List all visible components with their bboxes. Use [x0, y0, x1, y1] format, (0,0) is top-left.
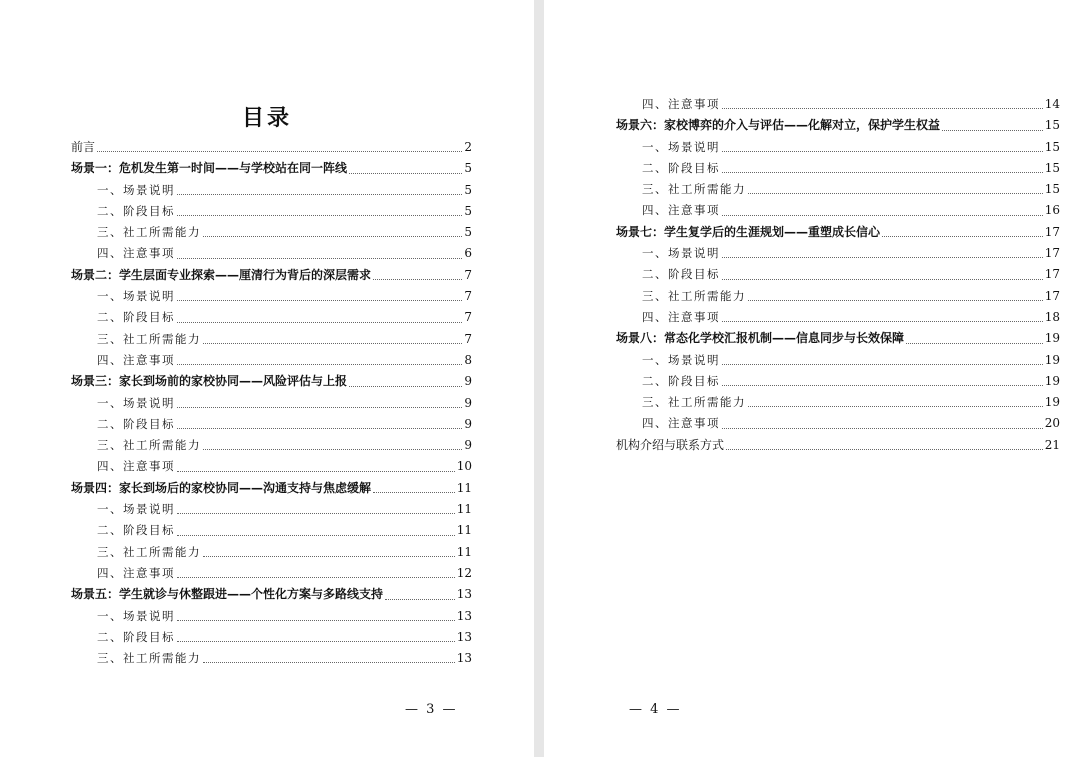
- toc-dot-leader: [722, 428, 1043, 429]
- toc-entry-text: 二、阶段目标: [642, 160, 720, 175]
- toc-list-left: [71, 137, 472, 669]
- toc-page-number: 9: [464, 438, 472, 453]
- toc-entry-text: 前言: [71, 140, 96, 154]
- toc-chapter-entry[interactable]: [71, 371, 472, 392]
- toc-dot-leader: [722, 257, 1043, 258]
- toc-dot-leader: [203, 662, 455, 663]
- toc-chapter-entry[interactable]: [71, 158, 472, 179]
- toc-section-entry[interactable]: [616, 200, 1060, 221]
- toc-page-number: 13: [456, 651, 472, 666]
- toc-page-number: 9: [464, 395, 472, 410]
- toc-page-number: 15: [1044, 160, 1060, 175]
- toc-section-entry[interactable]: [71, 350, 472, 371]
- toc-entry-text: 二、阶段目标: [97, 203, 175, 218]
- toc-section-entry[interactable]: [71, 520, 472, 541]
- toc-entry-text: 四、注意事项: [97, 246, 175, 261]
- toc-chapter-entry[interactable]: [71, 478, 472, 499]
- toc-page-number: 7: [464, 331, 472, 346]
- toc-section-entry[interactable]: [71, 329, 472, 350]
- toc-chapter-entry[interactable]: [616, 115, 1060, 136]
- toc-entry-text: 一、场景说明: [642, 139, 720, 154]
- toc-entry-text: 场景二：学生层面专业探索——厘清行为背后的深层需求: [71, 267, 372, 282]
- document-page-left: [0, 0, 534, 757]
- toc-section-entry[interactable]: [616, 286, 1060, 307]
- toc-dot-leader: [177, 322, 462, 323]
- toc-page-number: 7: [464, 310, 472, 325]
- toc-dot-leader: [177, 258, 462, 259]
- toc-page-number: 11: [456, 502, 472, 517]
- toc-section-entry[interactable]: [71, 414, 472, 435]
- toc-entry-text: 四、注意事项: [97, 459, 175, 474]
- toc-entry-text: 场景七：学生复学后的生涯规划——重塑成长信心: [616, 224, 881, 239]
- toc-chapter-entry[interactable]: [71, 584, 472, 605]
- toc-dot-leader: [385, 599, 455, 600]
- toc-entry-text: 二、阶段目标: [97, 310, 175, 325]
- toc-entry-text: 二、阶段目标: [642, 373, 720, 388]
- toc-entry-text: 一、场景说明: [97, 289, 175, 304]
- toc-entry[interactable]: [71, 137, 472, 158]
- toc-list-right: [616, 94, 1060, 456]
- toc-page-number: 16: [1044, 203, 1060, 218]
- toc-section-entry[interactable]: [616, 179, 1060, 200]
- toc-section-entry[interactable]: [71, 648, 472, 669]
- toc-entry-text: 场景五：学生就诊与休整跟进——个性化方案与多路线支持: [71, 587, 384, 602]
- toc-entry-text: 三、社工所需能力: [97, 331, 201, 346]
- toc-page-number: 15: [1044, 182, 1060, 197]
- toc-section-entry[interactable]: [616, 307, 1060, 328]
- toc-page-number: 19: [1044, 331, 1060, 346]
- toc-page-number: 5: [464, 203, 472, 218]
- page-number-footer: — 4 —: [629, 702, 682, 717]
- toc-section-entry[interactable]: [616, 243, 1060, 264]
- toc-page-number: 7: [464, 289, 472, 304]
- toc-section-entry[interactable]: [71, 286, 472, 307]
- toc-entry-text: 场景八：常态化学校汇报机制——信息同步与长效保障: [616, 331, 905, 346]
- toc-page-number: 21: [1044, 437, 1060, 452]
- toc-entry-text: 三、社工所需能力: [97, 225, 201, 240]
- toc-section-entry[interactable]: [71, 201, 472, 222]
- toc-entry-text: 二、阶段目标: [97, 523, 175, 538]
- toc-entry-text: 四、注意事项: [642, 97, 720, 111]
- toc-dot-leader: [177, 300, 462, 301]
- toc-entry-text: 三、社工所需能力: [97, 544, 201, 559]
- toc-entry-text: 四、注意事项: [97, 565, 175, 580]
- toc-page-number: 11: [456, 480, 472, 495]
- toc-chapter-entry[interactable]: [71, 265, 472, 286]
- toc-dot-leader: [748, 406, 1043, 407]
- toc-entry-text: 二、阶段目标: [97, 629, 175, 644]
- toc-dot-leader: [722, 151, 1043, 152]
- toc-dot-leader: [373, 279, 462, 280]
- toc-page-number: 17: [1044, 288, 1060, 303]
- toc-page-number: 5: [464, 182, 472, 197]
- toc-entry-text: 二、阶段目标: [97, 416, 175, 431]
- toc-section-entry[interactable]: [71, 627, 472, 648]
- document-page-right: [544, 0, 1080, 757]
- toc-entry-text: 四、注意事项: [642, 416, 720, 431]
- toc-dot-leader: [203, 236, 462, 237]
- toc-section-entry[interactable]: [616, 392, 1060, 413]
- toc-section-entry[interactable]: [71, 180, 472, 201]
- toc-section-entry[interactable]: [616, 413, 1060, 434]
- toc-dot-leader: [177, 407, 462, 408]
- toc-entry-text: 三、社工所需能力: [642, 182, 746, 197]
- toc-section-entry[interactable]: [616, 94, 1060, 115]
- toc-dot-leader: [882, 236, 1043, 237]
- toc-dot-leader: [177, 428, 462, 429]
- toc-section-entry[interactable]: [616, 264, 1060, 285]
- toc-section-entry[interactable]: [616, 350, 1060, 371]
- toc-page-number: 11: [456, 544, 472, 559]
- toc-dot-leader: [177, 364, 462, 365]
- toc-dot-leader: [748, 193, 1043, 194]
- toc-dot-leader: [373, 492, 455, 493]
- toc-section-entry[interactable]: [71, 222, 472, 243]
- toc-dot-leader: [722, 364, 1043, 365]
- toc-entry-text: 场景三：家长到场前的家校协同——风险评估与上报: [71, 374, 348, 389]
- toc-entry-text: 场景六：家校博弈的介入与评估——化解对立，保护学生权益: [616, 118, 941, 133]
- toc-dot-leader: [722, 385, 1043, 386]
- toc-page-number: 14: [1044, 97, 1060, 111]
- toc-dot-leader: [177, 215, 462, 216]
- toc-entry-text: 一、场景说明: [97, 502, 175, 517]
- toc-page-number: 19: [1044, 395, 1060, 410]
- toc-dot-leader: [906, 343, 1043, 344]
- toc-dot-leader: [177, 535, 455, 536]
- toc-page-number: 10: [456, 459, 472, 474]
- toc-entry-text: 四、注意事项: [642, 309, 720, 324]
- toc-section-entry[interactable]: [616, 158, 1060, 179]
- toc-page-number: 5: [464, 161, 472, 176]
- toc-entry-text: 场景四：家长到场后的家校协同——沟通支持与焦虑缓解: [71, 480, 372, 495]
- toc-section-entry[interactable]: [71, 393, 472, 414]
- toc-page-number: 13: [456, 608, 472, 623]
- toc-entry-text: 一、场景说明: [97, 182, 175, 197]
- toc-page-number: 9: [464, 416, 472, 431]
- toc-dot-leader: [177, 620, 455, 621]
- toc-page-number: 15: [1044, 139, 1060, 154]
- toc-page-number: 12: [456, 565, 472, 580]
- page-number-footer: — 3 —: [405, 702, 458, 717]
- toc-entry-text: 三、社工所需能力: [97, 651, 201, 666]
- toc-dot-leader: [748, 300, 1043, 301]
- toc-section-entry[interactable]: [616, 371, 1060, 392]
- toc-entry-text: 四、注意事项: [642, 203, 720, 218]
- toc-dot-leader: [203, 449, 462, 450]
- toc-section-entry[interactable]: [71, 606, 472, 627]
- toc-entry-text: 三、社工所需能力: [97, 438, 201, 453]
- toc-dot-leader: [942, 130, 1043, 131]
- toc-page-number: 19: [1044, 373, 1060, 388]
- toc-section-entry[interactable]: [71, 542, 472, 563]
- toc-entry-text: 场景一：危机发生第一时间——与学校站在同一阵线: [71, 161, 348, 176]
- toc-dot-leader: [349, 173, 462, 174]
- toc-section-entry[interactable]: [71, 435, 472, 456]
- toc-entry-text: 一、场景说明: [97, 395, 175, 410]
- toc-dot-leader: [722, 321, 1043, 322]
- toc-page-number: 17: [1044, 224, 1060, 239]
- toc-section-entry[interactable]: [71, 307, 472, 328]
- toc-entry-text: 一、场景说明: [642, 246, 720, 261]
- toc-dot-leader: [722, 215, 1043, 216]
- toc-entry-text: 一、场景说明: [642, 352, 720, 367]
- toc-dot-leader: [177, 471, 455, 472]
- toc-section-entry[interactable]: [71, 563, 472, 584]
- toc-page-number: 15: [1044, 118, 1060, 133]
- toc-entry-text: 三、社工所需能力: [642, 395, 746, 410]
- toc-page-number: 20: [1044, 416, 1060, 431]
- toc-dot-leader: [722, 172, 1043, 173]
- toc-page-number: 13: [456, 629, 472, 644]
- toc-entry-text: 二、阶段目标: [642, 267, 720, 282]
- toc-entry[interactable]: [616, 435, 1060, 456]
- toc-page-number: 18: [1044, 309, 1060, 324]
- toc-section-entry[interactable]: [71, 456, 472, 477]
- toc-title: 目录: [241, 106, 292, 131]
- toc-dot-leader: [177, 641, 455, 642]
- toc-page-number: 2: [464, 140, 472, 154]
- toc-dot-leader: [349, 386, 462, 387]
- toc-page-number: 6: [464, 246, 472, 261]
- toc-page-number: 8: [464, 352, 472, 367]
- toc-page-number: 17: [1044, 267, 1060, 282]
- toc-dot-leader: [177, 194, 462, 195]
- toc-page-number: 19: [1044, 352, 1060, 367]
- toc-entry-text: 三、社工所需能力: [642, 288, 746, 303]
- toc-dot-leader: [177, 577, 455, 578]
- toc-page-number: 13: [456, 587, 472, 602]
- toc-dot-leader: [722, 279, 1043, 280]
- toc-page-number: 7: [464, 267, 472, 282]
- toc-dot-leader: [726, 449, 1043, 450]
- toc-chapter-entry[interactable]: [616, 222, 1060, 243]
- toc-dot-leader: [203, 556, 455, 557]
- toc-entry-text: 机构介绍与联系方式: [616, 437, 725, 452]
- toc-page-number: 5: [464, 225, 472, 240]
- toc-dot-leader: [97, 151, 462, 152]
- toc-entry-text: 四、注意事项: [97, 352, 175, 367]
- toc-page-number: 9: [464, 374, 472, 389]
- toc-page-number: 11: [456, 523, 472, 538]
- toc-dot-leader: [177, 513, 455, 514]
- toc-section-entry[interactable]: [71, 243, 472, 264]
- toc-dot-leader: [722, 108, 1043, 109]
- toc-page-number: 17: [1044, 246, 1060, 261]
- toc-entry-text: 一、场景说明: [97, 608, 175, 623]
- toc-section-entry[interactable]: [71, 499, 472, 520]
- toc-section-entry[interactable]: [616, 137, 1060, 158]
- toc-chapter-entry[interactable]: [616, 328, 1060, 349]
- toc-dot-leader: [203, 343, 462, 344]
